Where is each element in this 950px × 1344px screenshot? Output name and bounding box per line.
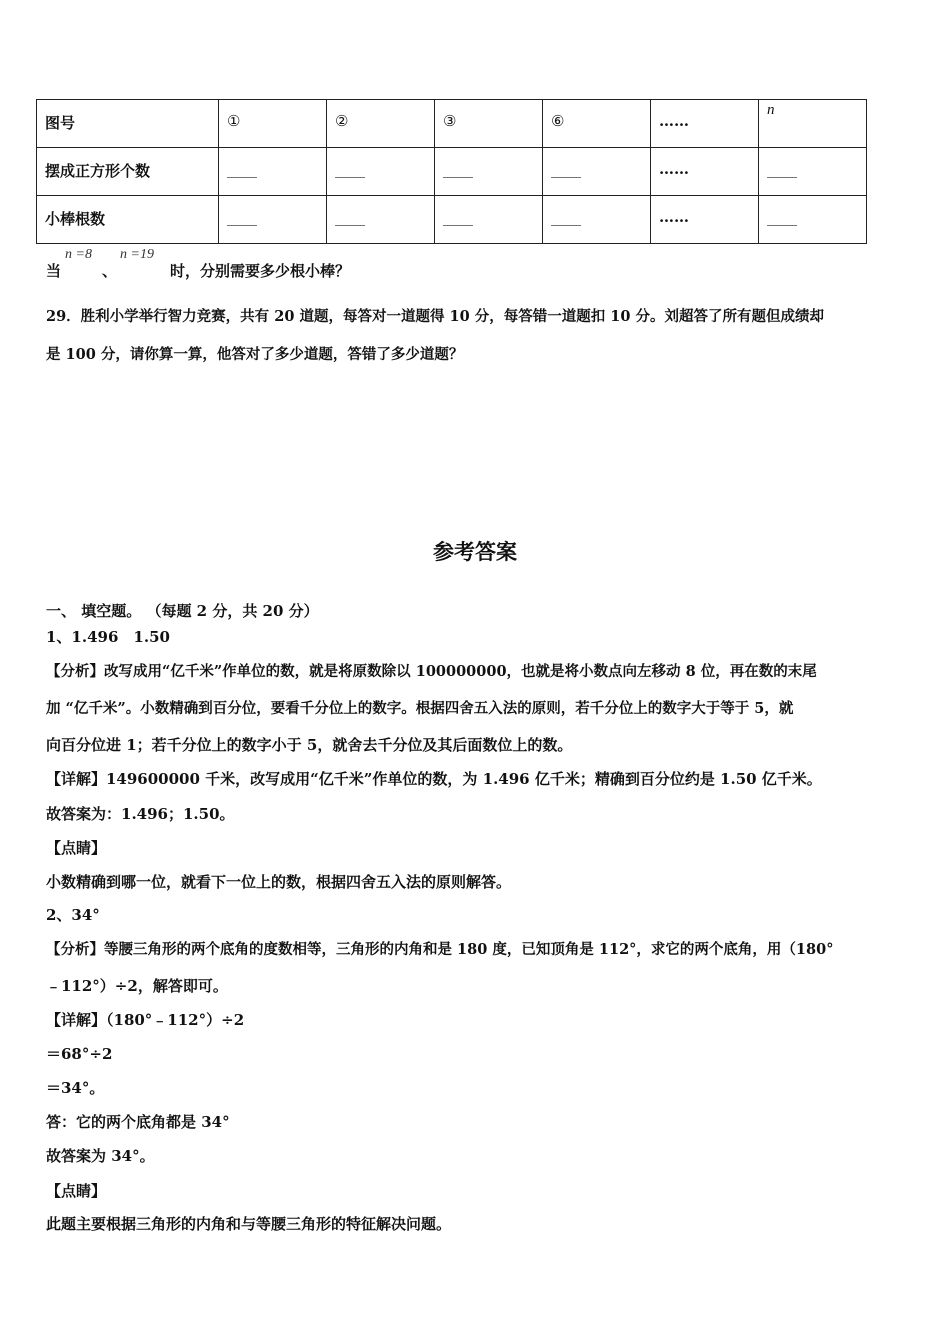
answer-line: ＝68°÷2 xyxy=(46,1045,113,1063)
table-row xyxy=(37,148,867,196)
row-label: 摆成正方形个数 xyxy=(37,148,219,196)
answer-line: 【点睛】 xyxy=(46,839,107,857)
q28-sep: 、 xyxy=(102,262,118,280)
q28-suffix: 时，分别需要多少根小棒？ xyxy=(170,262,351,280)
header-cell: …… xyxy=(651,100,759,148)
header-cell: ① xyxy=(219,100,327,148)
header-cell-figure-number: 图号 xyxy=(37,100,219,148)
table-row xyxy=(37,196,867,244)
question-29-line-2: 是 100 分，请你算一算，他答对了多少道题，答错了多少道题？ xyxy=(46,346,464,363)
blank-cell: ____ xyxy=(435,196,543,244)
answer-line: 【详解】（180°﹣112°）÷2 xyxy=(46,1011,245,1029)
q28-prefix: 当 xyxy=(46,262,62,280)
pattern-table xyxy=(36,99,867,244)
section-heading: 一、 填空题。 （每题 2 分，共 20 分） xyxy=(46,602,319,620)
answers-title: 参考答案 xyxy=(433,539,517,564)
blank-cell: ____ xyxy=(759,196,867,244)
header-cell: ③ xyxy=(435,100,543,148)
q28-n2: n =19 xyxy=(120,247,154,262)
header-cell: ⑥ xyxy=(543,100,651,148)
blank-cell: ____ xyxy=(219,196,327,244)
answer-line: ﹣112°）÷2，解答即可。 xyxy=(46,977,228,995)
blank-cell: ____ xyxy=(543,148,651,196)
answer-line: 【详解】149600000 千米，改写成用“亿千米”作单位的数，为 1.496 亿千米；精确到百分位约是 1.50 亿千米。 xyxy=(46,770,822,788)
answer-line: 小数精确到哪一位，就看下一位上的数，根据四舍五入法的原则解答。 xyxy=(46,873,512,891)
answer-line: ＝34°。 xyxy=(46,1079,105,1097)
answer-line: 故答案为 34°。 xyxy=(46,1147,155,1165)
row-label: 小棒根数 xyxy=(37,196,219,244)
q28-n1: n =8 xyxy=(65,247,92,262)
answer-line: 2、34° xyxy=(46,906,100,924)
answer-line: 向百分位进 1；若千分位上的数字小于 5，就舍去千分位及其后面数位上的数。 xyxy=(46,736,573,754)
answer-line: 【分析】改写成用“亿千米”作单位的数，就是将原数除以 100000000，也就是将小数点向左移动 8 位，再在数的末尾 xyxy=(46,663,817,680)
blank-cell: ____ xyxy=(759,148,867,196)
answer-line: 答：它的两个底角都是 34° xyxy=(46,1113,230,1131)
ellipsis-cell: …… xyxy=(651,196,759,244)
question-29-line-1: 29．胜利小学举行智力竞赛，共有 20 道题，每答对一道题得 10 分，每答错一道题扣 10 分。刘超答了所有题但成绩却 xyxy=(46,308,824,325)
answer-line: 故答案为：1.496；1.50。 xyxy=(46,805,235,823)
blank-cell: ____ xyxy=(435,148,543,196)
header-cell-n: n xyxy=(759,100,867,148)
blank-cell: ____ xyxy=(219,148,327,196)
answer-line: 【分析】等腰三角形的两个底角的度数相等，三角形的内角和是 180 度，已知顶角是 112°，求它的两个底角，用（180° xyxy=(46,941,834,958)
table-header-row xyxy=(37,100,867,148)
answer-line: 加 “亿千米”。小数精确到百分位，要看千分位上的数字。根据四舍五入法的原则，若千分位上的数字大于等于 5，就 xyxy=(46,700,794,717)
header-cell: ② xyxy=(327,100,435,148)
blank-cell: ____ xyxy=(327,148,435,196)
answer-line: 【点睛】 xyxy=(46,1182,107,1200)
answer-line: 此题主要根据三角形的内角和与等腰三角形的特征解决问题。 xyxy=(46,1215,452,1233)
answer-line: 1、1.496 1.50 xyxy=(46,628,170,646)
ellipsis-cell: …… xyxy=(651,148,759,196)
blank-cell: ____ xyxy=(327,196,435,244)
blank-cell: ____ xyxy=(543,196,651,244)
